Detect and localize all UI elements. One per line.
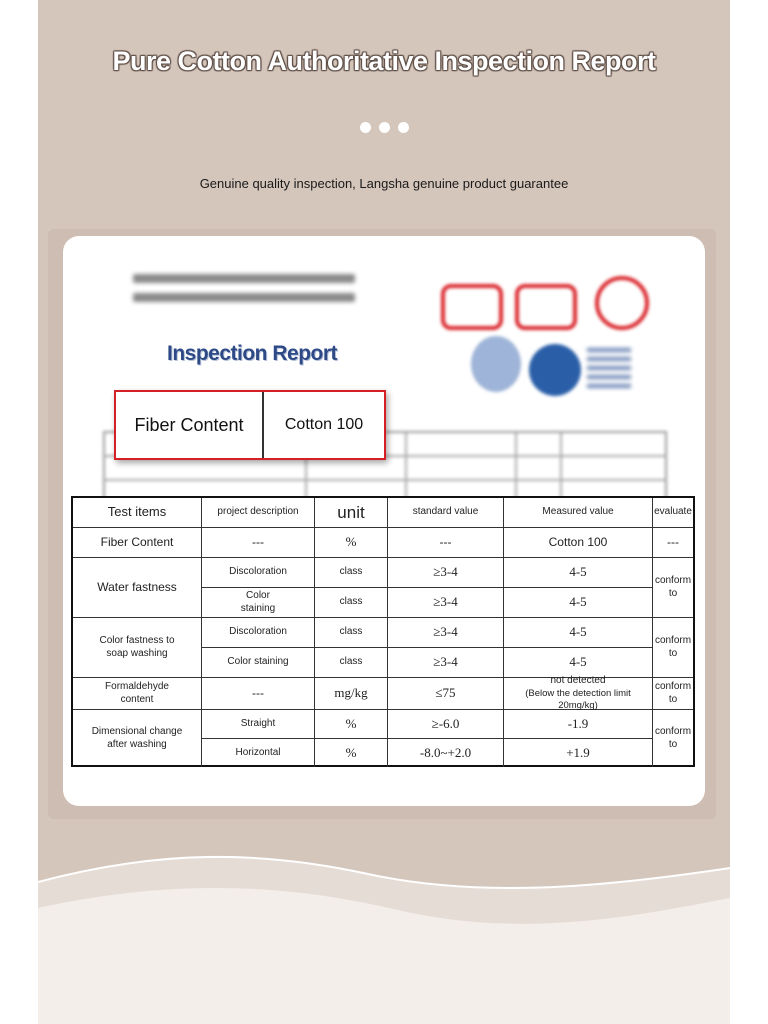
cell-soap-standard-2: ≥3-4 [388, 648, 504, 678]
header-standard-value: standard value [388, 498, 504, 528]
inspection-panel [38, 0, 730, 1024]
cell-soap-standard-1: ≥3-4 [388, 618, 504, 648]
blurred-organization-text [133, 274, 355, 312]
cell-water-desc-1: Discoloration [202, 558, 315, 588]
cell-water-desc-2: Color staining [202, 588, 315, 618]
cell-soap-measured-2: 4-5 [504, 648, 653, 678]
cell-dimensional-measured-1: -1.9 [504, 710, 653, 739]
cell-soap-unit-1: class [315, 618, 388, 648]
dot-1 [360, 122, 371, 133]
cell-fiber-evaluate: --- [653, 528, 693, 558]
formaldehyde-measured-note: (Below the detection limit 20mg/kg) [525, 687, 631, 711]
dot-3 [398, 122, 409, 133]
cell-soap-unit-2: class [315, 648, 388, 678]
cell-water-evaluate: conform to [653, 558, 693, 618]
cell-formaldehyde-description: --- [202, 678, 315, 710]
cell-soap-measured-1: 4-5 [504, 618, 653, 648]
cell-soap-evaluate: conform to [653, 618, 693, 678]
cell-dimensional-evaluate: conform to [654, 726, 692, 750]
cell-water-measured-1: 4-5 [504, 558, 653, 588]
cell-soap-item: Color fastness to soap washing [73, 618, 202, 678]
cell-formaldehyde-unit: mg/kg [315, 678, 388, 710]
cell-dimensional-standard-1: ≥-6.0 [388, 710, 504, 739]
cell-formaldehyde-measured [504, 675, 653, 711]
cal-logo [595, 276, 649, 330]
cell-formaldehyde-evaluate: conform to [653, 678, 693, 710]
cell-water-standard-1: ≥3-4 [388, 558, 504, 588]
cell-dimensional-measured-2: +1.9 [504, 739, 653, 767]
highlight-value: Cotton 100 [284, 416, 364, 433]
page-title: Pure Cotton Authoritative Inspection Report [112, 46, 656, 76]
dot-2 [379, 122, 390, 133]
header-unit: unit [315, 498, 388, 528]
cell-dimensional-desc-1: Straight [202, 710, 315, 739]
cell-fiber-standard: --- [388, 528, 504, 558]
cell-formaldehyde-standard: ≤75 [388, 678, 504, 710]
cma-logo [441, 284, 503, 330]
ilac-logo [471, 336, 521, 392]
cell-fiber-unit: % [315, 528, 388, 558]
cell-dimensional-item: Dimensional change after washing [73, 710, 202, 767]
highlight-label: Fiber Content [134, 415, 244, 435]
cell-soap-desc-2: Color staining [202, 648, 315, 678]
cell-fiber-item: Fiber Content [73, 528, 202, 558]
dot-indicator [38, 122, 730, 133]
header-evaluate: evaluate [653, 498, 693, 528]
cell-fiber-measured: Cotton 100 [504, 528, 653, 558]
cnas-logo [529, 344, 581, 396]
blurred-logo-text [587, 348, 631, 388]
cell-water-unit-2: class [315, 588, 388, 618]
cell-water-unit-1: class [315, 558, 388, 588]
cma-logo [515, 284, 577, 330]
cell-dimensional-desc-2: Horizontal [202, 739, 315, 767]
cell-dimensional-standard-2: -8.0~+2.0 [388, 739, 504, 767]
header-test-items: Test items [73, 498, 202, 528]
cell-formaldehyde-item: Formaldehyde content [73, 678, 202, 710]
inspection-table [71, 496, 695, 767]
cell-dimensional-unit-1: % [315, 710, 388, 739]
report-title: Inspection Report [167, 342, 338, 365]
cell-dimensional-unit-2: % [315, 739, 388, 767]
cell-soap-desc-1: Discoloration [202, 618, 315, 648]
cell-water-item: Water fastness [73, 558, 202, 618]
fiber-content-highlight [114, 390, 386, 460]
cell-water-measured-2: 4-5 [504, 588, 653, 618]
cell-water-standard-2: ≥3-4 [388, 588, 504, 618]
page-subtitle: Genuine quality inspection, Langsha genuine product guarantee [199, 176, 569, 191]
header-measured-value: Measured value [504, 498, 653, 528]
header-project-description: project description [202, 498, 315, 528]
cell-fiber-description: --- [202, 528, 315, 558]
decorative-waves [38, 840, 730, 1024]
report-card [63, 236, 705, 806]
formaldehyde-measured-value: not detected [550, 675, 606, 687]
